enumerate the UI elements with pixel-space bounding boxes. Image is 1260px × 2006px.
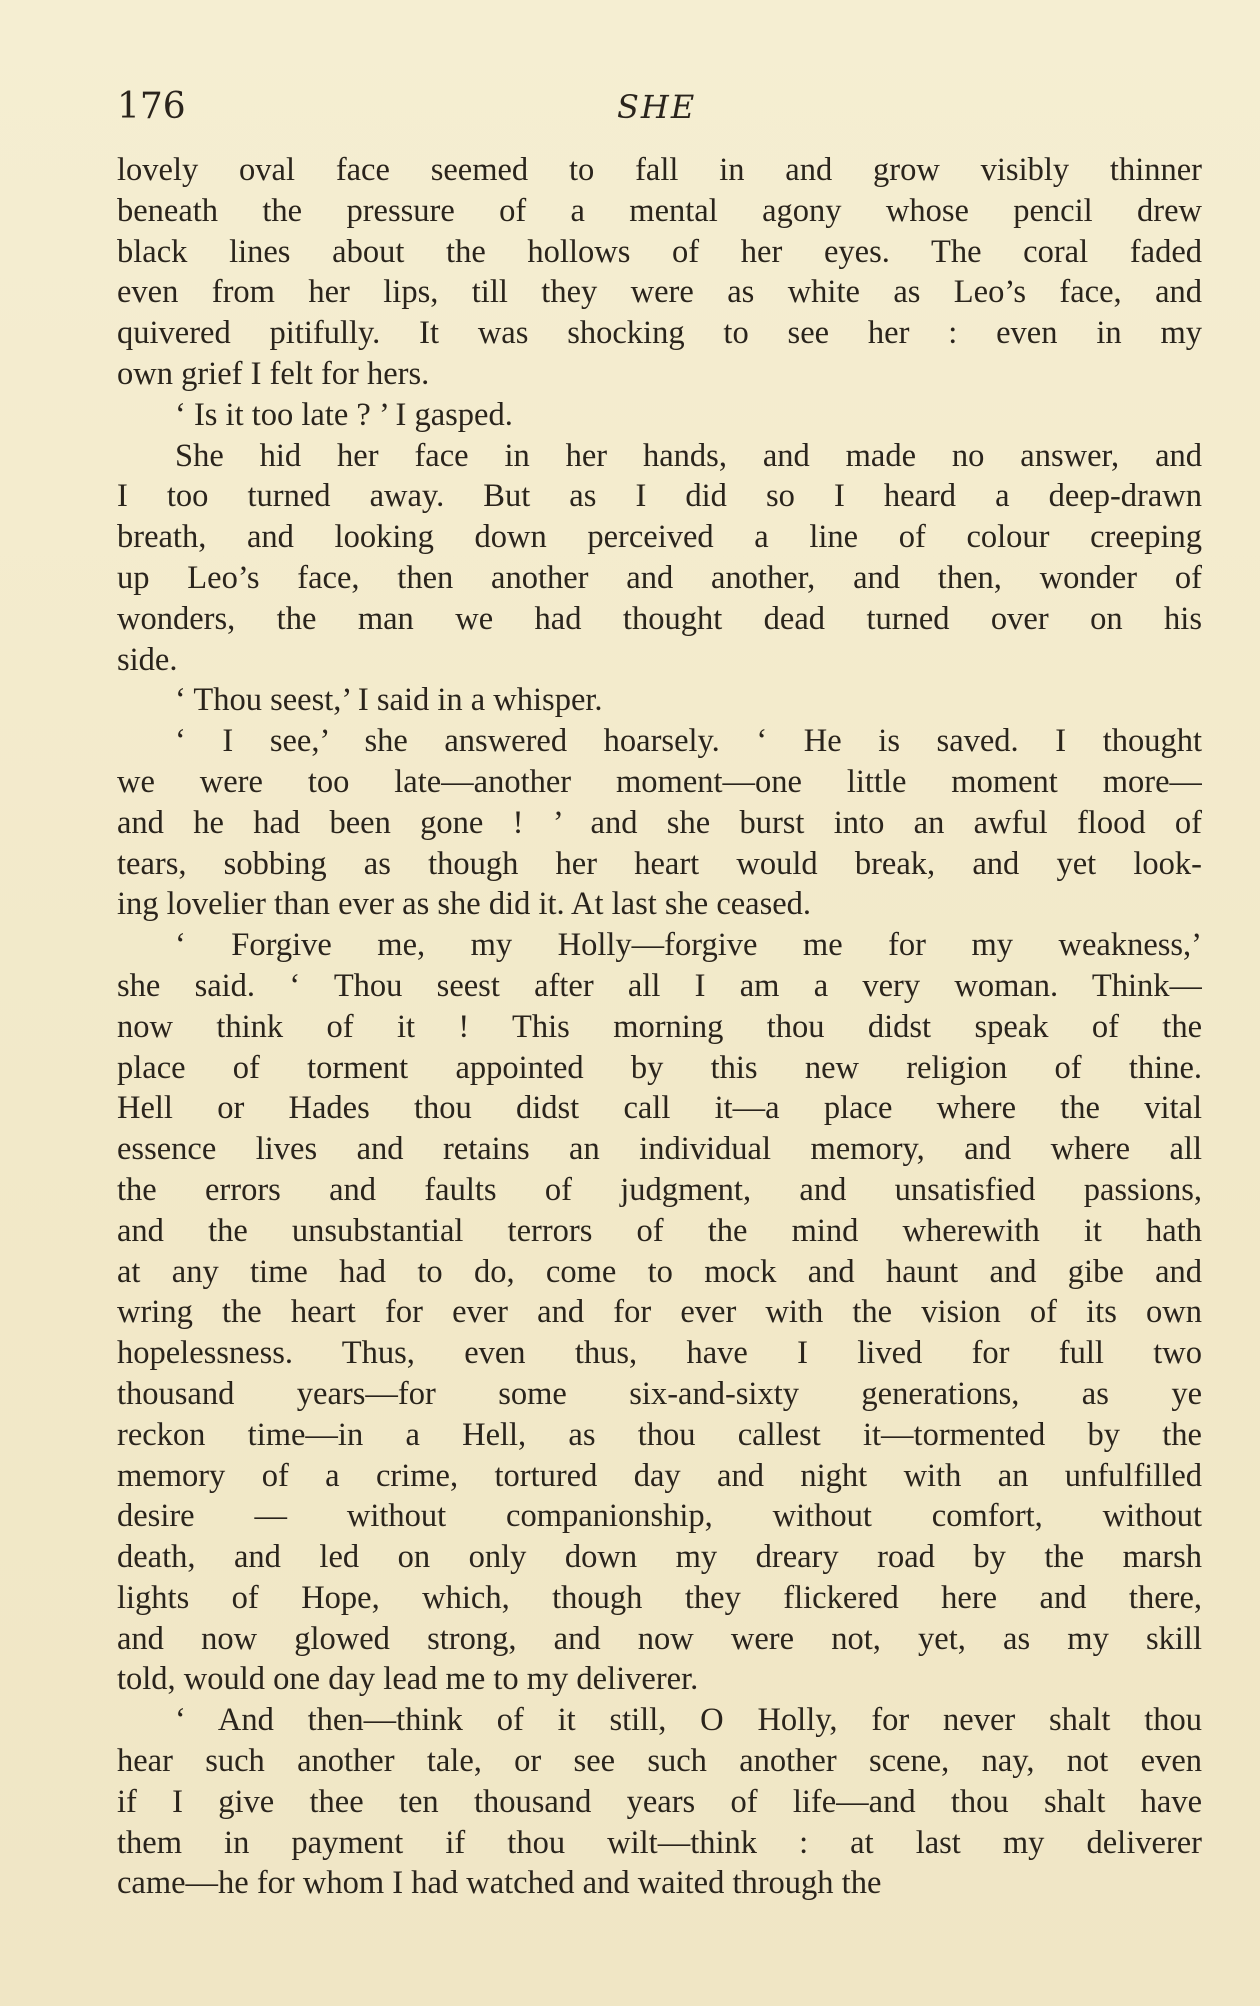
- text-line: now think of it ! This morning thou didst speak of the: [117, 1008, 1202, 1045]
- text-line: ‘ Is it too late ? ’ I gasped.: [175, 396, 513, 433]
- page-header: [117, 82, 1202, 132]
- text-line: even from her lips, till they were as white as Leo’s face, and: [117, 274, 1202, 311]
- text-line: thousand years—for some six-and-sixty generations, as ye: [117, 1375, 1202, 1412]
- text-line: lights of Hope, which, though they flickered here and there,: [117, 1579, 1202, 1616]
- text-line: hear such another tale, or see such another scene, nay, not even: [117, 1743, 1202, 1780]
- text-line: and now glowed strong, and now were not, yet, as my skill: [117, 1620, 1202, 1657]
- text-line: at any time had to do, come to mock and haunt and gibe and: [117, 1253, 1202, 1290]
- text-line: ‘ And then—think of it still, O Holly, for never shalt thou: [175, 1702, 1202, 1739]
- text-line: death, and led on only down my dreary road by the marsh: [117, 1539, 1202, 1576]
- text-line: and the unsubstantial terrors of the mind wherewith it hath: [117, 1212, 1202, 1249]
- text-line: if I give thee ten thousand years of life—and thou shalt have: [117, 1783, 1202, 1820]
- text-line: wring the heart for ever and for ever with the vision of its own: [117, 1294, 1202, 1331]
- paragraph: [117, 395, 1202, 436]
- text-line: desire — without companionship, without comfort, without: [117, 1498, 1202, 1535]
- paragraph: [117, 680, 1202, 721]
- text-line: hopelessness. Thus, even thus, have I lived for full two: [117, 1335, 1202, 1372]
- text-line: wonders, the man we had thought dead turned over on his: [117, 600, 1202, 637]
- text-line: tears, sobbing as though her heart would break, and yet look-: [117, 845, 1202, 882]
- text-line: side.: [117, 641, 178, 678]
- text-line: essence lives and retains an individual memory, and where all: [117, 1131, 1202, 1168]
- text-line: I too turned away. But as I did so I heard a deep-drawn: [117, 478, 1202, 515]
- text-line: we were too late—another moment—one little moment more—: [117, 763, 1202, 800]
- text-line: and he had been gone ! ’ and she burst into an awful flood of: [117, 804, 1202, 841]
- text-line: them in payment if thou wilt—think : at last my deliverer: [117, 1824, 1202, 1861]
- text-line: breath, and looking down perceived a line of colour creeping: [117, 519, 1202, 556]
- running-title: SHE: [617, 88, 697, 126]
- paragraph: [117, 721, 1202, 925]
- text-line: ‘ Forgive me, my Holly—forgive me for my weakness,’: [175, 927, 1202, 964]
- text-line: beneath the pressure of a mental agony whose pencil drew: [117, 192, 1202, 229]
- text-line: ‘ I see,’ she answered hoarsely. ‘ He is saved. I thought: [175, 723, 1202, 760]
- text-line: She hid her face in her hands, and made no answer, and: [175, 437, 1202, 474]
- page-number: 176: [117, 86, 186, 127]
- text-line: told, would one day lead me to my deliverer.: [117, 1661, 699, 1698]
- text-line: she said. ‘ Thou seest after all I am a very woman. Think—: [117, 967, 1202, 1004]
- text-line: lovely oval face seemed to fall in and grow visibly thinner: [117, 152, 1202, 188]
- text-line: came—he for whom I had watched and waited through the: [117, 1865, 882, 1902]
- text-line: the errors and faults of judgment, and unsatisfied passions,: [117, 1171, 1202, 1208]
- paragraph: [117, 925, 1202, 1700]
- text-line: black lines about the hollows of her eyes. The coral faded: [117, 233, 1202, 270]
- body-text: [117, 150, 1202, 1904]
- text-line: quivered pitifully. It was shocking to see her : even in my: [117, 315, 1202, 352]
- text-line: ‘ Thou seest,’ I said in a whisper.: [175, 682, 603, 719]
- paragraph: [117, 1700, 1202, 1904]
- text-line: place of torment appointed by this new religion of thine.: [117, 1049, 1202, 1086]
- text-line: ing lovelier than ever as she did it. At last she ceased.: [117, 886, 812, 923]
- text-line: Hell or Hades thou didst call it—a place where the vital: [117, 1090, 1202, 1127]
- text-line: reckon time—in a Hell, as thou callest it—tormented by the: [117, 1416, 1202, 1453]
- paragraph: [117, 150, 1202, 395]
- text-line: own grief I felt for hers.: [117, 355, 430, 392]
- text-line: up Leo’s face, then another and another, and then, wonder of: [117, 559, 1202, 596]
- paragraph: [117, 436, 1202, 681]
- text-line: memory of a crime, tortured day and night with an unfulfilled: [117, 1457, 1202, 1494]
